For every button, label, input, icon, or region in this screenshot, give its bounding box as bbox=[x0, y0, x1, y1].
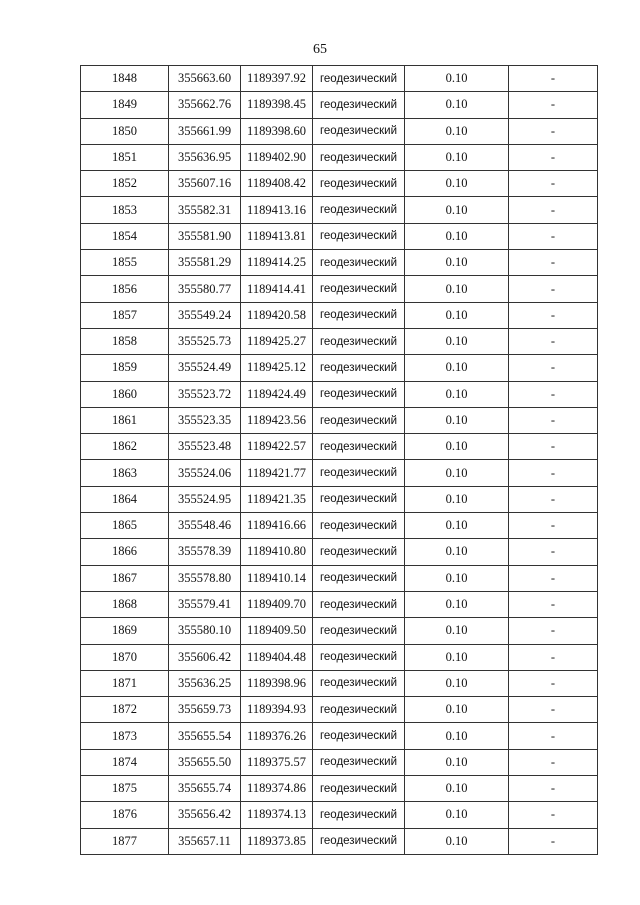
point-number-cell: 1853 bbox=[81, 197, 169, 223]
y-coordinate-cell: 1189402.90 bbox=[241, 144, 313, 170]
x-coordinate-cell: 355548.46 bbox=[169, 513, 241, 539]
accuracy-cell: 0.10 bbox=[405, 381, 509, 407]
note-cell: - bbox=[509, 828, 598, 854]
point-number-cell: 1863 bbox=[81, 460, 169, 486]
table-row bbox=[81, 618, 598, 644]
table-row bbox=[81, 749, 598, 775]
accuracy-cell: 0.10 bbox=[405, 302, 509, 328]
x-coordinate-cell: 355659.73 bbox=[169, 697, 241, 723]
x-coordinate-cell: 355655.54 bbox=[169, 723, 241, 749]
method-cell: геодезический bbox=[313, 407, 405, 433]
x-coordinate-cell: 355582.31 bbox=[169, 197, 241, 223]
note-cell: - bbox=[509, 66, 598, 92]
accuracy-cell: 0.10 bbox=[405, 644, 509, 670]
table-row bbox=[81, 486, 598, 512]
method-cell: геодезический bbox=[313, 697, 405, 723]
method-cell: геодезический bbox=[313, 197, 405, 223]
note-cell: - bbox=[509, 670, 598, 696]
point-number-cell: 1870 bbox=[81, 644, 169, 670]
x-coordinate-cell: 355579.41 bbox=[169, 591, 241, 617]
x-coordinate-cell: 355580.77 bbox=[169, 276, 241, 302]
accuracy-cell: 0.10 bbox=[405, 697, 509, 723]
table-row bbox=[81, 171, 598, 197]
method-cell: геодезический bbox=[313, 118, 405, 144]
method-cell: геодезический bbox=[313, 223, 405, 249]
point-number-cell: 1874 bbox=[81, 749, 169, 775]
y-coordinate-cell: 1189376.26 bbox=[241, 723, 313, 749]
table-row bbox=[81, 250, 598, 276]
table-row bbox=[81, 66, 598, 92]
note-cell: - bbox=[509, 250, 598, 276]
note-cell: - bbox=[509, 697, 598, 723]
method-cell: геодезический bbox=[313, 670, 405, 696]
accuracy-cell: 0.10 bbox=[405, 776, 509, 802]
accuracy-cell: 0.10 bbox=[405, 802, 509, 828]
table-row bbox=[81, 828, 598, 854]
note-cell: - bbox=[509, 92, 598, 118]
y-coordinate-cell: 1189397.92 bbox=[241, 66, 313, 92]
table-row bbox=[81, 539, 598, 565]
y-coordinate-cell: 1189410.14 bbox=[241, 565, 313, 591]
x-coordinate-cell: 355524.49 bbox=[169, 355, 241, 381]
method-cell: геодезический bbox=[313, 144, 405, 170]
method-cell: геодезический bbox=[313, 486, 405, 512]
point-number-cell: 1875 bbox=[81, 776, 169, 802]
table-row bbox=[81, 407, 598, 433]
x-coordinate-cell: 355606.42 bbox=[169, 644, 241, 670]
note-cell: - bbox=[509, 749, 598, 775]
y-coordinate-cell: 1189374.13 bbox=[241, 802, 313, 828]
point-number-cell: 1852 bbox=[81, 171, 169, 197]
accuracy-cell: 0.10 bbox=[405, 565, 509, 591]
x-coordinate-cell: 355636.95 bbox=[169, 144, 241, 170]
point-number-cell: 1849 bbox=[81, 92, 169, 118]
note-cell: - bbox=[509, 460, 598, 486]
method-cell: геодезический bbox=[313, 302, 405, 328]
point-number-cell: 1848 bbox=[81, 66, 169, 92]
method-cell: геодезический bbox=[313, 276, 405, 302]
point-number-cell: 1864 bbox=[81, 486, 169, 512]
y-coordinate-cell: 1189414.41 bbox=[241, 276, 313, 302]
x-coordinate-cell: 355662.76 bbox=[169, 92, 241, 118]
accuracy-cell: 0.10 bbox=[405, 276, 509, 302]
method-cell: геодезический bbox=[313, 381, 405, 407]
method-cell: геодезический bbox=[313, 802, 405, 828]
point-number-cell: 1858 bbox=[81, 328, 169, 354]
x-coordinate-cell: 355578.80 bbox=[169, 565, 241, 591]
point-number-cell: 1872 bbox=[81, 697, 169, 723]
table-row bbox=[81, 276, 598, 302]
point-number-cell: 1855 bbox=[81, 250, 169, 276]
y-coordinate-cell: 1189423.56 bbox=[241, 407, 313, 433]
y-coordinate-cell: 1189398.60 bbox=[241, 118, 313, 144]
method-cell: геодезический bbox=[313, 618, 405, 644]
table-row bbox=[81, 776, 598, 802]
note-cell: - bbox=[509, 644, 598, 670]
x-coordinate-cell: 355655.50 bbox=[169, 749, 241, 775]
x-coordinate-cell: 355581.29 bbox=[169, 250, 241, 276]
note-cell: - bbox=[509, 513, 598, 539]
accuracy-cell: 0.10 bbox=[405, 171, 509, 197]
method-cell: геодезический bbox=[313, 92, 405, 118]
y-coordinate-cell: 1189398.96 bbox=[241, 670, 313, 696]
y-coordinate-cell: 1189409.70 bbox=[241, 591, 313, 617]
y-coordinate-cell: 1189375.57 bbox=[241, 749, 313, 775]
x-coordinate-cell: 355636.25 bbox=[169, 670, 241, 696]
accuracy-cell: 0.10 bbox=[405, 118, 509, 144]
note-cell: - bbox=[509, 302, 598, 328]
x-coordinate-cell: 355578.39 bbox=[169, 539, 241, 565]
accuracy-cell: 0.10 bbox=[405, 144, 509, 170]
table-row bbox=[81, 92, 598, 118]
accuracy-cell: 0.10 bbox=[405, 828, 509, 854]
y-coordinate-cell: 1189404.48 bbox=[241, 644, 313, 670]
table-body bbox=[81, 66, 598, 855]
table-row bbox=[81, 697, 598, 723]
y-coordinate-cell: 1189421.35 bbox=[241, 486, 313, 512]
y-coordinate-cell: 1189373.85 bbox=[241, 828, 313, 854]
table-row bbox=[81, 644, 598, 670]
accuracy-cell: 0.10 bbox=[405, 92, 509, 118]
accuracy-cell: 0.10 bbox=[405, 407, 509, 433]
table-row bbox=[81, 302, 598, 328]
table-row bbox=[81, 591, 598, 617]
method-cell: геодезический bbox=[313, 328, 405, 354]
accuracy-cell: 0.10 bbox=[405, 749, 509, 775]
x-coordinate-cell: 355581.90 bbox=[169, 223, 241, 249]
point-number-cell: 1861 bbox=[81, 407, 169, 433]
note-cell: - bbox=[509, 776, 598, 802]
table-row bbox=[81, 723, 598, 749]
point-number-cell: 1850 bbox=[81, 118, 169, 144]
note-cell: - bbox=[509, 381, 598, 407]
accuracy-cell: 0.10 bbox=[405, 670, 509, 696]
y-coordinate-cell: 1189425.12 bbox=[241, 355, 313, 381]
point-number-cell: 1876 bbox=[81, 802, 169, 828]
table-row bbox=[81, 513, 598, 539]
method-cell: геодезический bbox=[313, 171, 405, 197]
note-cell: - bbox=[509, 434, 598, 460]
x-coordinate-cell: 355523.35 bbox=[169, 407, 241, 433]
y-coordinate-cell: 1189414.25 bbox=[241, 250, 313, 276]
point-number-cell: 1857 bbox=[81, 302, 169, 328]
accuracy-cell: 0.10 bbox=[405, 66, 509, 92]
accuracy-cell: 0.10 bbox=[405, 591, 509, 617]
note-cell: - bbox=[509, 486, 598, 512]
y-coordinate-cell: 1189413.81 bbox=[241, 223, 313, 249]
point-number-cell: 1871 bbox=[81, 670, 169, 696]
table-row bbox=[81, 355, 598, 381]
accuracy-cell: 0.10 bbox=[405, 328, 509, 354]
x-coordinate-cell: 355655.74 bbox=[169, 776, 241, 802]
y-coordinate-cell: 1189398.45 bbox=[241, 92, 313, 118]
note-cell: - bbox=[509, 276, 598, 302]
y-coordinate-cell: 1189394.93 bbox=[241, 697, 313, 723]
table-row bbox=[81, 197, 598, 223]
y-coordinate-cell: 1189408.42 bbox=[241, 171, 313, 197]
method-cell: геодезический bbox=[313, 723, 405, 749]
note-cell: - bbox=[509, 618, 598, 644]
method-cell: геодезический bbox=[313, 434, 405, 460]
point-number-cell: 1873 bbox=[81, 723, 169, 749]
y-coordinate-cell: 1189413.16 bbox=[241, 197, 313, 223]
table-row bbox=[81, 565, 598, 591]
x-coordinate-cell: 355580.10 bbox=[169, 618, 241, 644]
note-cell: - bbox=[509, 223, 598, 249]
y-coordinate-cell: 1189425.27 bbox=[241, 328, 313, 354]
note-cell: - bbox=[509, 144, 598, 170]
point-number-cell: 1869 bbox=[81, 618, 169, 644]
table-row bbox=[81, 328, 598, 354]
point-number-cell: 1862 bbox=[81, 434, 169, 460]
x-coordinate-cell: 355657.11 bbox=[169, 828, 241, 854]
accuracy-cell: 0.10 bbox=[405, 618, 509, 644]
coordinates-table bbox=[80, 65, 598, 855]
method-cell: геодезический bbox=[313, 591, 405, 617]
accuracy-cell: 0.10 bbox=[405, 460, 509, 486]
method-cell: геодезический bbox=[313, 828, 405, 854]
note-cell: - bbox=[509, 355, 598, 381]
note-cell: - bbox=[509, 407, 598, 433]
x-coordinate-cell: 355524.95 bbox=[169, 486, 241, 512]
note-cell: - bbox=[509, 723, 598, 749]
x-coordinate-cell: 355663.60 bbox=[169, 66, 241, 92]
x-coordinate-cell: 355523.48 bbox=[169, 434, 241, 460]
accuracy-cell: 0.10 bbox=[405, 723, 509, 749]
note-cell: - bbox=[509, 591, 598, 617]
accuracy-cell: 0.10 bbox=[405, 355, 509, 381]
note-cell: - bbox=[509, 328, 598, 354]
method-cell: геодезический bbox=[313, 776, 405, 802]
point-number-cell: 1854 bbox=[81, 223, 169, 249]
x-coordinate-cell: 355661.99 bbox=[169, 118, 241, 144]
note-cell: - bbox=[509, 171, 598, 197]
method-cell: геодезический bbox=[313, 749, 405, 775]
method-cell: геодезический bbox=[313, 565, 405, 591]
table-row bbox=[81, 802, 598, 828]
method-cell: геодезический bbox=[313, 66, 405, 92]
note-cell: - bbox=[509, 565, 598, 591]
table-row bbox=[81, 381, 598, 407]
x-coordinate-cell: 355607.16 bbox=[169, 171, 241, 197]
page-number: 65 bbox=[313, 42, 327, 57]
note-cell: - bbox=[509, 197, 598, 223]
point-number-cell: 1865 bbox=[81, 513, 169, 539]
method-cell: геодезический bbox=[313, 513, 405, 539]
y-coordinate-cell: 1189409.50 bbox=[241, 618, 313, 644]
method-cell: геодезический bbox=[313, 460, 405, 486]
method-cell: геодезический bbox=[313, 250, 405, 276]
x-coordinate-cell: 355523.72 bbox=[169, 381, 241, 407]
accuracy-cell: 0.10 bbox=[405, 223, 509, 249]
table-row bbox=[81, 670, 598, 696]
point-number-cell: 1860 bbox=[81, 381, 169, 407]
table-row bbox=[81, 144, 598, 170]
table-row bbox=[81, 460, 598, 486]
y-coordinate-cell: 1189424.49 bbox=[241, 381, 313, 407]
note-cell: - bbox=[509, 802, 598, 828]
note-cell: - bbox=[509, 539, 598, 565]
note-cell: - bbox=[509, 118, 598, 144]
accuracy-cell: 0.10 bbox=[405, 539, 509, 565]
x-coordinate-cell: 355549.24 bbox=[169, 302, 241, 328]
accuracy-cell: 0.10 bbox=[405, 434, 509, 460]
y-coordinate-cell: 1189410.80 bbox=[241, 539, 313, 565]
point-number-cell: 1859 bbox=[81, 355, 169, 381]
x-coordinate-cell: 355525.73 bbox=[169, 328, 241, 354]
accuracy-cell: 0.10 bbox=[405, 250, 509, 276]
method-cell: геодезический bbox=[313, 644, 405, 670]
point-number-cell: 1851 bbox=[81, 144, 169, 170]
point-number-cell: 1856 bbox=[81, 276, 169, 302]
y-coordinate-cell: 1189421.77 bbox=[241, 460, 313, 486]
method-cell: геодезический bbox=[313, 355, 405, 381]
point-number-cell: 1866 bbox=[81, 539, 169, 565]
accuracy-cell: 0.10 bbox=[405, 486, 509, 512]
point-number-cell: 1877 bbox=[81, 828, 169, 854]
table-row bbox=[81, 223, 598, 249]
y-coordinate-cell: 1189420.58 bbox=[241, 302, 313, 328]
method-cell: геодезический bbox=[313, 539, 405, 565]
y-coordinate-cell: 1189374.86 bbox=[241, 776, 313, 802]
point-number-cell: 1868 bbox=[81, 591, 169, 617]
y-coordinate-cell: 1189422.57 bbox=[241, 434, 313, 460]
table-row bbox=[81, 434, 598, 460]
accuracy-cell: 0.10 bbox=[405, 197, 509, 223]
accuracy-cell: 0.10 bbox=[405, 513, 509, 539]
point-number-cell: 1867 bbox=[81, 565, 169, 591]
y-coordinate-cell: 1189416.66 bbox=[241, 513, 313, 539]
table-row bbox=[81, 118, 598, 144]
x-coordinate-cell: 355656.42 bbox=[169, 802, 241, 828]
x-coordinate-cell: 355524.06 bbox=[169, 460, 241, 486]
